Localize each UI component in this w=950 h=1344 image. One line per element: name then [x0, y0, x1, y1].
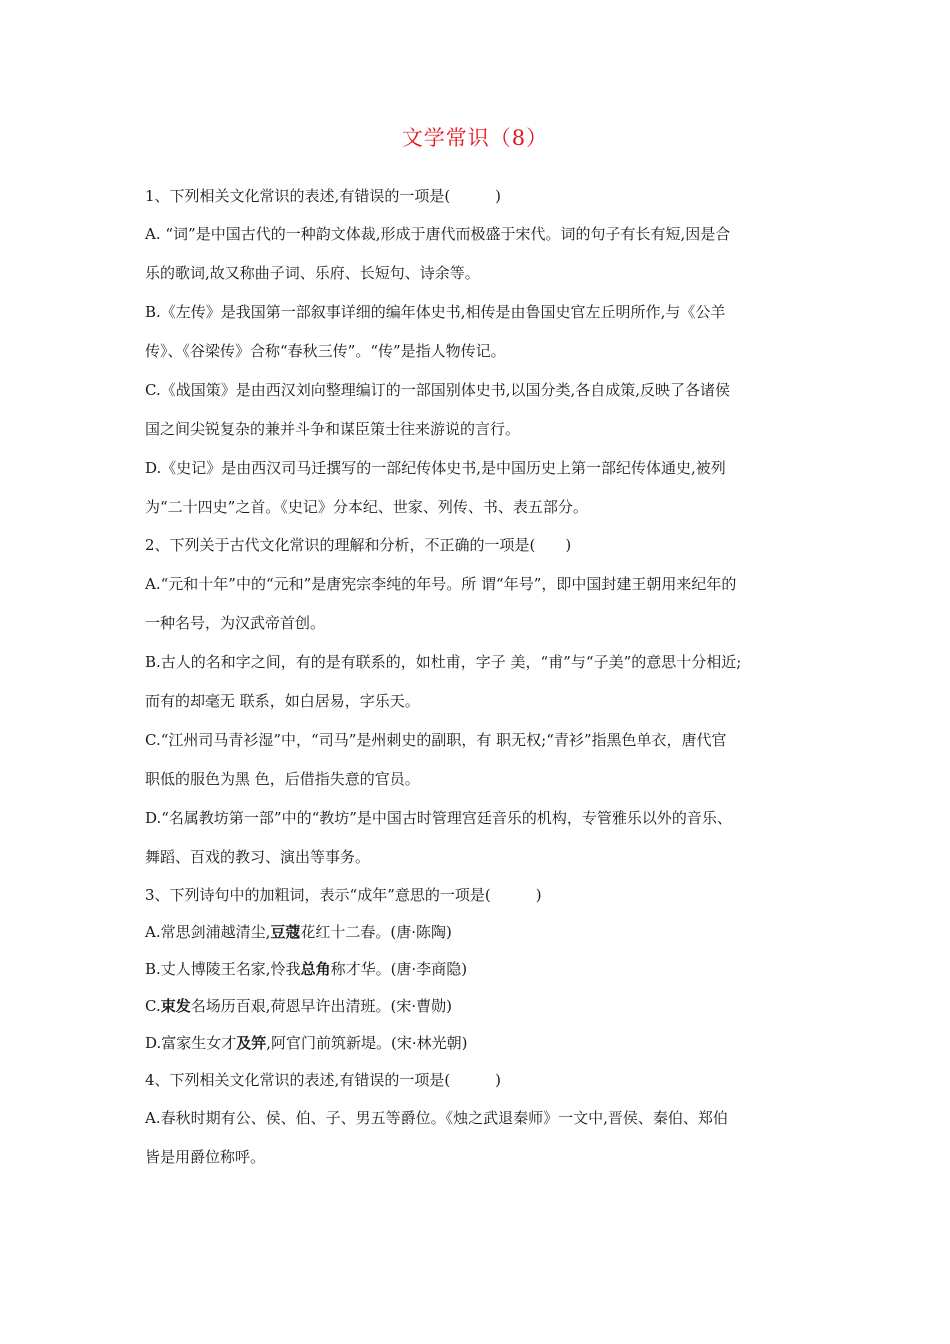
- q2-option-d-cont: 舞蹈、百戏的教习、演出等事务。: [145, 848, 371, 866]
- option-text: 名场历百艰,荷恩早许出清班。(宋·曹勋): [190, 997, 452, 1015]
- q1-option-c: C.《战国策》是由西汉刘向整理编订的一部国别体史书,以国分类,各自成策,反映了各诸侯: [145, 381, 731, 399]
- option-text: 花红十二春。(唐·陈陶): [300, 923, 452, 941]
- q2-option-b: B.古人的名和字之间，有的是有联系的，如杜甫，字子 美，“甫”与“子美”的意思十分相近;: [145, 653, 742, 671]
- option-text: D.富家生女才: [145, 1034, 237, 1052]
- q2-option-c: C.“江州司马青衫湿”中，“司马”是州刺史的副职，有 职无权;“青衫”指黑色单衣，唐代官: [145, 731, 727, 749]
- option-text: 称才华。(唐·李商隐): [330, 960, 468, 978]
- q4-option-a-cont: 皆是用爵位称呼。: [145, 1148, 266, 1166]
- page-title: 文学常识（8）: [401, 126, 549, 150]
- bold-term: 束发: [160, 997, 191, 1015]
- bold-term: 豆蔻: [270, 923, 301, 941]
- q1-option-b: B.《左传》是我国第一部叙事详细的编年体史书,相传是由鲁国史官左丘明所作,与《公羊: [145, 303, 726, 321]
- option-text: A.常思剑浦越清尘,: [145, 923, 271, 941]
- q2-option-d: D.“名属教坊第一部”中的“教坊”是中国古时管理宫廷音乐的机构，专管雅乐以外的音乐、: [145, 809, 732, 827]
- option-text: ,阿官门前筑新堤。(宋·林光朝): [266, 1034, 468, 1052]
- q2-option-a-cont: 一种名号，为汉武帝首创。: [145, 614, 326, 632]
- bold-term: 总角: [300, 960, 331, 978]
- q1-option-b-cont: 传》、《谷梁传》合称“春秋三传”。“传”是指人物传记。: [145, 342, 506, 360]
- q1-option-c-cont: 国之间尖锐复杂的兼并斗争和谋臣策士往来游说的言行。: [145, 420, 521, 438]
- question-3-stem: 3、下列诗句中的加粗词，表示“成年”意思的一项是( ): [145, 886, 542, 904]
- question-4-stem: 4、下列相关文化常识的表述,有错误的一项是( ): [145, 1071, 502, 1089]
- q1-option-d-cont: 为“二十四史”之首。《史记》分本纪、世家、列传、书、表五部分。: [145, 498, 588, 516]
- q3-option-a: [145, 922, 835, 942]
- q2-option-c-cont: 职低的服色为黑 色，后借指失意的官员。: [145, 770, 420, 788]
- q3-option-b: [145, 959, 835, 979]
- q1-option-a: A. “词”是中国古代的一种韵文体裁,形成于唐代而极盛于宋代。词的句子有长有短,因是合: [145, 225, 731, 243]
- q1-option-d: D.《史记》是由西汉司马迁撰写的一部纪传体史书,是中国历史上第一部纪传体通史,被列: [145, 459, 726, 477]
- option-text: C.: [145, 997, 161, 1015]
- bold-term: 及笄: [236, 1034, 267, 1052]
- question-2-stem: 2、下列关于古代文化常识的理解和分析，不正确的一项是( ): [145, 536, 572, 554]
- q4-option-a: A.春秋时期有公、侯、伯、子、男五等爵位。《烛之武退秦师》一文中,晋侯、秦伯、郑伯: [145, 1109, 728, 1127]
- q2-option-a: A.“元和十年”中的“元和”是唐宪宗李纯的年号。所 谓“年号”，即中国封建王朝用来纪年的: [145, 575, 737, 593]
- q3-option-c: [145, 996, 835, 1016]
- option-text: B.丈人博陵王名家,怜我: [145, 960, 301, 978]
- q3-option-d: [145, 1033, 835, 1053]
- q2-option-b-cont: 而有的却毫无 联系，如白居易，字乐天。: [145, 692, 420, 710]
- q1-option-a-cont: 乐的歌词,故又称曲子词、乐府、长短句、诗余等。: [145, 264, 480, 282]
- question-1-stem: 1、下列相关文化常识的表述,有错误的一项是( ): [145, 187, 502, 205]
